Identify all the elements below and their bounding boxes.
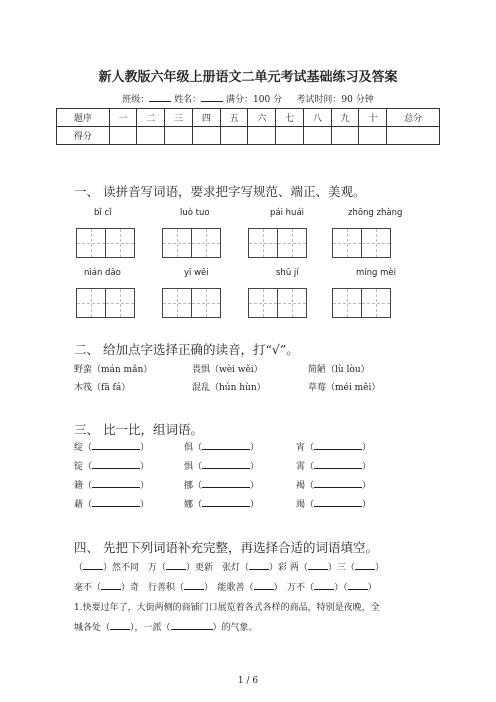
word-compare-item: 宵（ ） — [296, 440, 371, 453]
score-header-cell: 二 — [137, 109, 165, 127]
blank[interactable] — [92, 440, 140, 450]
writing-grid[interactable] — [162, 228, 220, 258]
reading-item[interactable]: 野蛮（mán mǎn） — [74, 365, 153, 375]
blank[interactable] — [202, 440, 250, 450]
page-title: 新人教版六年级上册语文二单元考试基础练习及答案 — [98, 70, 398, 85]
score-cell[interactable] — [248, 127, 276, 145]
blank[interactable] — [83, 560, 103, 570]
exam-info — [0, 92, 496, 105]
writing-grid[interactable] — [248, 228, 306, 258]
blank[interactable] — [348, 580, 368, 590]
writing-grid[interactable] — [332, 228, 390, 258]
word-compare-item: 锭（ ） — [74, 459, 149, 472]
word-compare-item: 霄（ ） — [296, 459, 371, 472]
writing-grid[interactable] — [162, 288, 220, 318]
score-cell[interactable] — [109, 127, 137, 145]
score-cell[interactable] — [137, 127, 165, 145]
question-text: 1.快要过年了，大街两侧的商铺门口展览着各式各样的商品，特别是夜晚，全 — [74, 603, 380, 613]
blank[interactable] — [314, 497, 362, 507]
score-header-cell: 七 — [276, 109, 304, 127]
blank[interactable] — [308, 560, 328, 570]
section2-heading: 二、 给加点字选择正确的读音，打“√”。 — [74, 342, 299, 357]
score-header-cell: 三 — [165, 109, 193, 127]
blank[interactable] — [314, 478, 362, 488]
blank[interactable] — [254, 580, 274, 590]
blank[interactable] — [92, 497, 140, 507]
reading-item[interactable]: 简陋（lù lòu） — [308, 365, 370, 375]
score-cell[interactable] — [387, 127, 440, 145]
blank[interactable] — [110, 620, 130, 630]
word-compare-item: 俱（ ） — [184, 440, 259, 453]
idiom-line-2: 毫不（ ）奇 行善积（ ） 能歌善（ ） 万不（ ）（ ） — [74, 580, 377, 593]
pinyin: pái huái — [270, 208, 305, 218]
blank[interactable] — [184, 580, 204, 590]
name-label: 姓名： — [174, 95, 202, 105]
writing-grid[interactable] — [76, 288, 134, 318]
score-header-cell: 八 — [303, 109, 331, 127]
score-header-cell: 总分 — [387, 109, 440, 127]
blank[interactable] — [101, 580, 121, 590]
blank[interactable] — [166, 560, 186, 570]
blank[interactable] — [314, 440, 362, 450]
score-header-cell: 五 — [220, 109, 248, 127]
score-cell[interactable] — [192, 127, 220, 145]
score-header-cell: 四 — [192, 109, 220, 127]
score-cell[interactable] — [276, 127, 304, 145]
score-cell[interactable] — [165, 127, 193, 145]
pinyin: nián dāo — [84, 268, 121, 278]
pinyin: shū jí — [276, 268, 299, 278]
word-compare-item: 惧（ ） — [184, 459, 259, 472]
score-header-cell: 一 — [109, 109, 137, 127]
blank[interactable] — [92, 478, 140, 488]
reading-item[interactable]: 木筏（fā fá） — [74, 383, 131, 393]
word-compare-item: 挪（ ） — [184, 478, 259, 491]
class-label: 班级： — [122, 95, 150, 105]
reading-item[interactable]: 草莓（méi měi） — [308, 383, 381, 393]
score-cell[interactable] — [220, 127, 248, 145]
writing-grid[interactable] — [248, 288, 306, 318]
writing-grid[interactable] — [332, 288, 390, 318]
pinyin: míng mèi — [356, 268, 396, 278]
page-number: 1 / 6 — [237, 676, 259, 686]
reading-item[interactable]: 混乱（hún hùn） — [192, 383, 266, 393]
writing-grid[interactable] — [76, 228, 134, 258]
score-header-row — [57, 109, 440, 127]
score-cell[interactable] — [359, 127, 387, 145]
blank[interactable] — [202, 478, 250, 488]
exam-time: 考试时间：90 分钟 — [296, 95, 374, 105]
score-row — [57, 127, 440, 145]
section3-heading: 三、 比一比，组词语。 — [74, 422, 203, 437]
full-score: 满分：100 分 — [226, 95, 283, 105]
blank[interactable] — [92, 459, 140, 469]
score-table — [56, 108, 440, 145]
score-cell[interactable] — [331, 127, 359, 145]
blank[interactable] — [314, 459, 362, 469]
idiom-line-1: （ ）然不同 万（ ）更新 张灯（ ）彩 两（ ）三（ ） — [74, 560, 384, 573]
pinyin: bǐ cǐ — [94, 208, 112, 218]
word-compare-item: 褐（ ） — [296, 478, 371, 491]
word-compare-item: 娜（ ） — [184, 497, 259, 510]
blank[interactable] — [249, 560, 269, 570]
word-compare-item: 绽（ ） — [74, 440, 149, 453]
word-compare-item: 籍（ ） — [74, 478, 149, 491]
pinyin: zhōng zhàng — [348, 208, 403, 218]
score-header-cell: 九 — [331, 109, 359, 127]
name-blank — [201, 92, 223, 102]
score-header-cell: 十 — [359, 109, 387, 127]
section4-heading: 四、 先把下列词语补充完整，再选择合适的词语填空。 — [74, 540, 378, 555]
blank[interactable] — [202, 497, 250, 507]
score-header-cell: 六 — [248, 109, 276, 127]
blank[interactable] — [355, 560, 375, 570]
score-cell[interactable] — [303, 127, 331, 145]
question-text-2: 城各处（ ），一派（ ）的气象。 — [74, 620, 258, 633]
word-compare-item: 竭（ ） — [296, 497, 371, 510]
pinyin: yī wēi — [184, 268, 209, 278]
reading-item[interactable]: 畏惧（wèi wěi） — [192, 365, 263, 375]
score-row-label: 得分 — [57, 127, 110, 145]
pinyin: luò tuo — [180, 208, 210, 218]
blank[interactable] — [171, 620, 213, 630]
class-blank — [149, 92, 171, 102]
blank[interactable] — [314, 580, 334, 590]
section1-heading: 一、 读拼音写词语，要求把字写规范、端正、美观。 — [74, 184, 366, 199]
blank[interactable] — [202, 459, 250, 469]
word-compare-item: 藉（ ） — [74, 497, 149, 510]
score-header-cell: 题序 — [57, 109, 110, 127]
